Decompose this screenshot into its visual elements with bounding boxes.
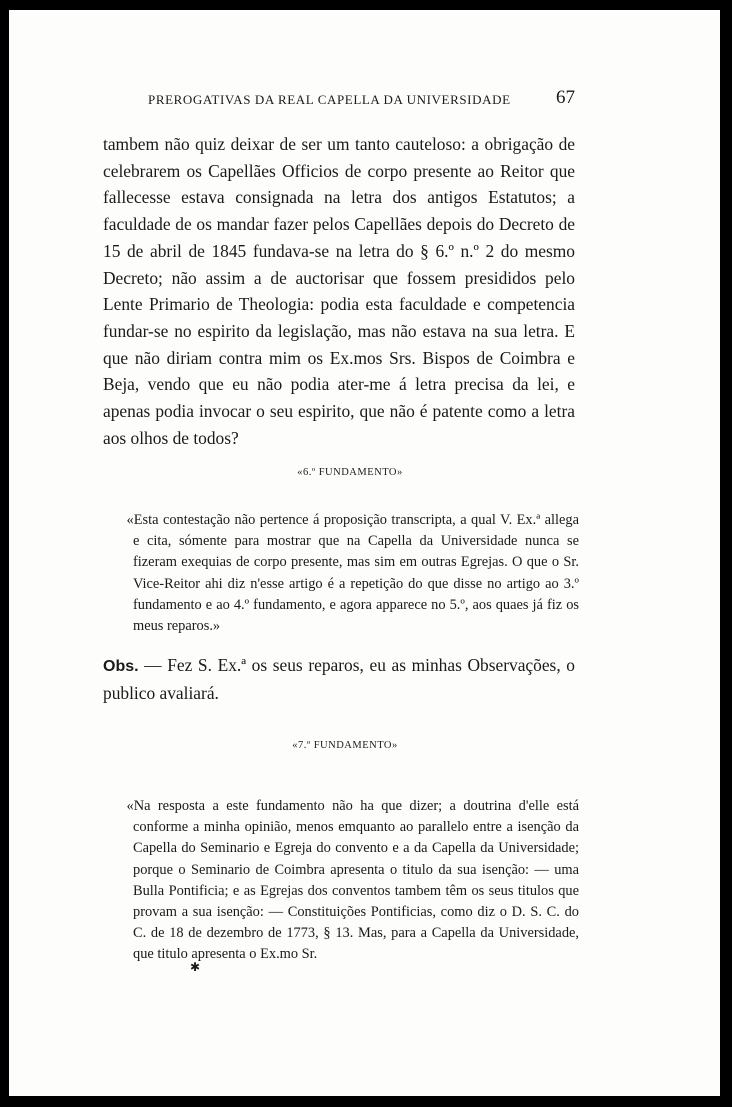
body-text: [103, 131, 575, 451]
quote-block-7: [126, 796, 579, 966]
quote-paragraph-6: «Esta contestação não pertence á proposição transcripta, a qual V. Ex.ª allega e cita, sómente para mostrar que na Capella da Universidade nunca se fizeram exequias de corpo presente, mas sim em outras Egrejas. O que o Sr. Vice-Reitor ahi diz n'esse artigo é a repetição do que disse no artigo ao 3.º fundamento e ao 4.º fundamento, e agora apparece no 5.º, aos quaes já fiz os meus reparos.»: [126, 512, 579, 635]
obs-text: — Fez S. Ex.ª os seus reparos, eu as minhas Observações, o publico avaliará.: [103, 655, 575, 703]
page-number: 67: [556, 87, 575, 108]
quote-paragraph-7: «Na resposta a este fundamento não ha que dizer; a doutrina d'elle está conforme a minha opinião, menos emquanto ao parallelo entre a isenção da Capella do Seminario e Egreja do convento e a da Capella da Universidade; porque o Seminario de Coimbra apresenta o titulo da sua isenção: — uma Bulla Pontificia; e as Egrejas dos conventos tambem têm os seus titulos que provam a sua isenção: — Constituições Pontificias, como diz o D. S. C. do C. de 18 de dezembro de 1773, § 13. Mas, para a Capella da Universidade, que titulo apresenta o Ex.mo Sr.: [126, 798, 579, 963]
observation: [103, 652, 575, 706]
printer-mark: ✱: [190, 960, 201, 974]
section-heading-7: «7.º FUNDAMENTO»: [292, 740, 398, 751]
body-paragraph: tambem não quiz deixar de ser um tanto cauteloso: a obrigação de celebrarem os Capellães Officios de corpo presente ao Reitor que fallecesse estava consignada na letra dos antigos Estatutos; a faculdade de os mandar fazer pelos Capellães depois do Decreto de 15 de abril de 1845 fundava-se na letra do § 6.º n.º 2 do mesmo Decreto; não assim a de auctorisar que fossem presididos pelo Lente Primario de Theologia: podia esta faculdade e competencia fundar-se no espirito da legislação, mas não estava na sua letra. E que não diriam contra mim os Ex.mos Srs. Bispos de Coimbra e Beja, vendo que eu não podia ater-me á letra precisa da lei, e apenas podia invocar o seu espirito, que não é patente como a letra aos olhos de todos?: [103, 134, 575, 448]
obs-label: Obs.: [103, 658, 139, 675]
section-heading-6: «6.º FUNDAMENTO»: [297, 467, 403, 478]
running-header: PREROGATIVAS DA REAL CAPELLA DA UNIVERSIDADE: [148, 92, 511, 107]
quote-block-6: [126, 510, 579, 637]
